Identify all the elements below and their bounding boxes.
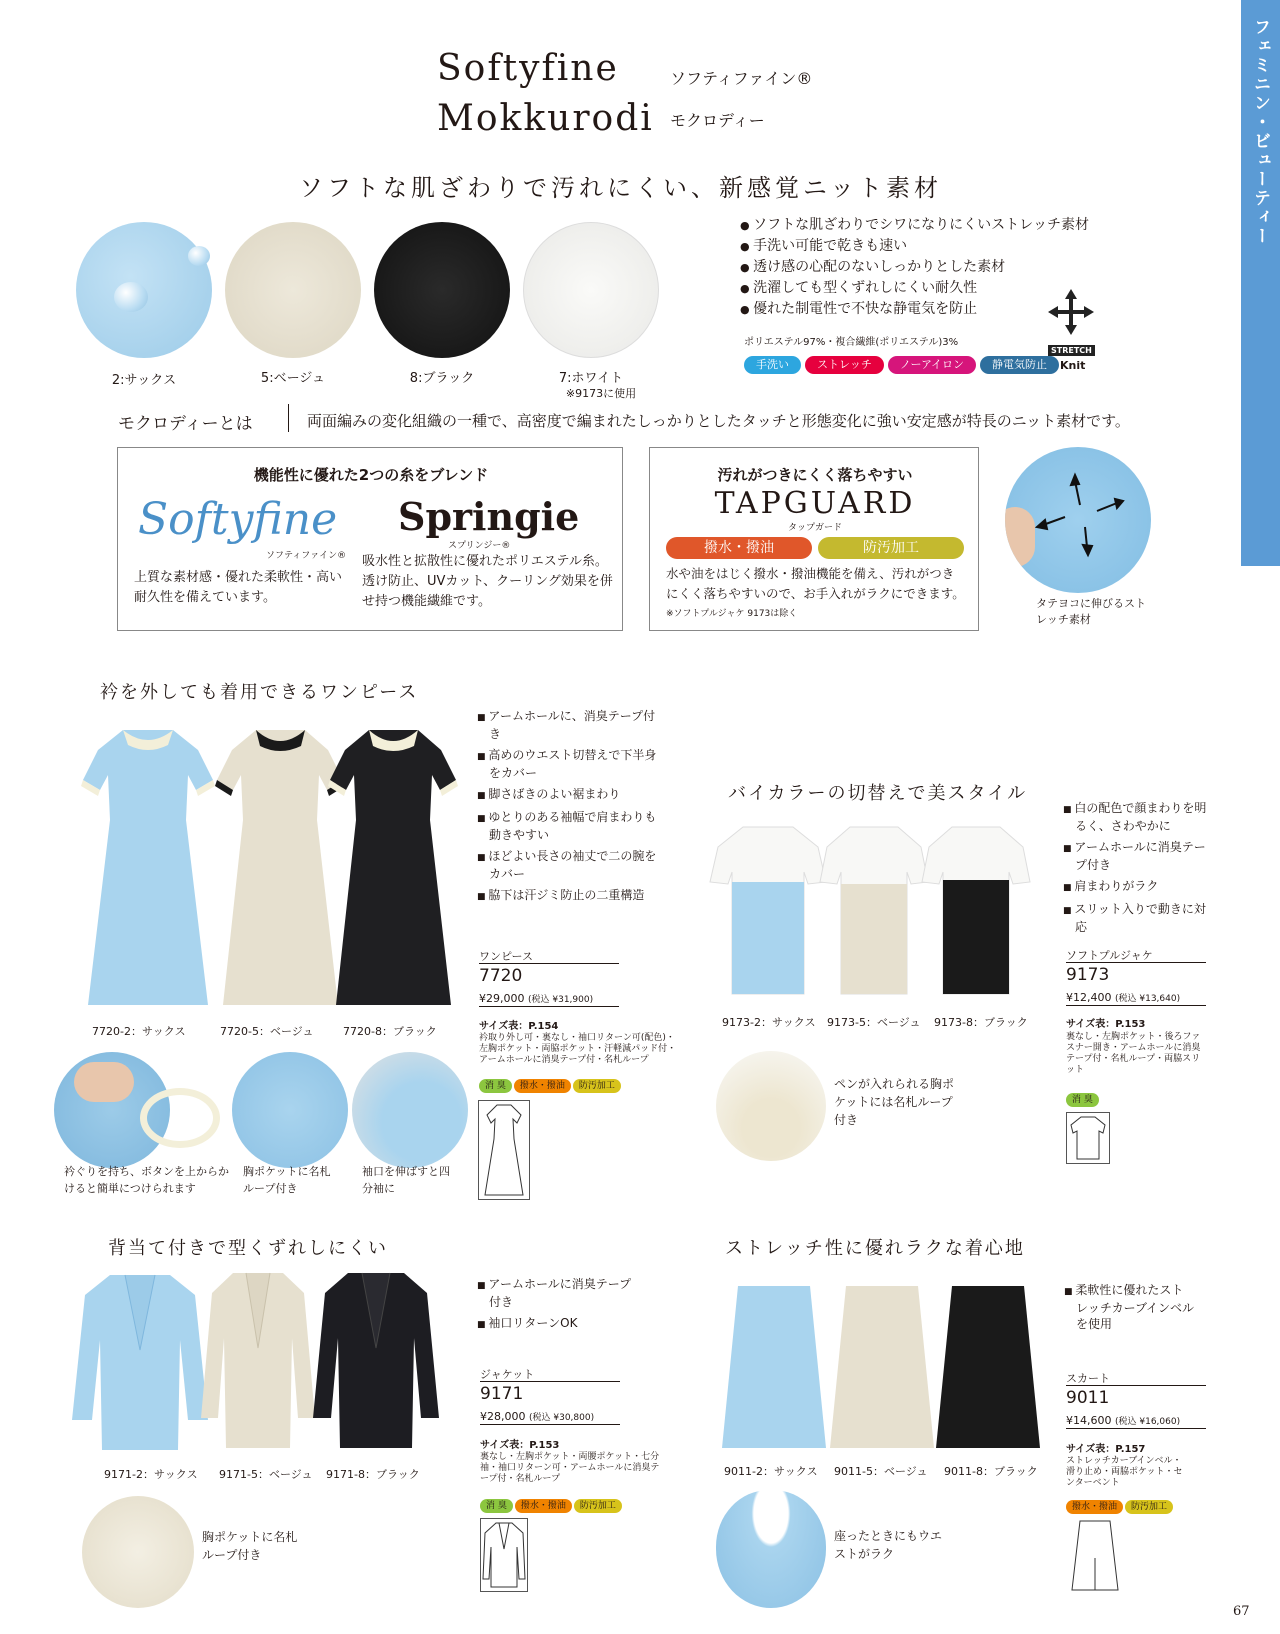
jacket-category: ジャケット [480, 1368, 535, 1381]
color-label: 9171-2：サックス [104, 1468, 198, 1481]
price-tax: (税込 ¥31,900) [528, 995, 594, 1005]
jacket-sketch [480, 1518, 528, 1592]
feature-item: ● 優れた制電性で不快な静電気を防止 [740, 299, 1100, 320]
definition-text: 両面編みの変化組織の一種で、高密度で編まれたしっかりとしたタッチと形態変化に強い安定感が特長のニット素材です。 [307, 412, 1130, 430]
price: ¥29,000 [479, 992, 525, 1005]
color-label: 9171-8：ブラック [326, 1468, 420, 1481]
color-label: 7720-2：サックス [92, 1025, 186, 1038]
skirt-number: 9011 [1066, 1385, 1206, 1408]
stretch-arrows-icon [1046, 287, 1096, 337]
price: ¥14,600 [1066, 1414, 1112, 1427]
color-label: 9173-8：ブラック [934, 1016, 1028, 1029]
bullet-item: ■ スリット入りで動きに対応 [1063, 901, 1213, 935]
onepiece-bullets [477, 708, 657, 910]
skirt-black [934, 1282, 1042, 1452]
bicolor-spec: 裏なし・左胸ポケット・後ろファスナー開き・アームホールに消臭テープ付・名札ループ・両脇スリット [1066, 1032, 1201, 1075]
bicolor-tags [1066, 1087, 1101, 1107]
jacket-price [480, 1410, 594, 1423]
bicolor-bullets [1063, 800, 1213, 940]
stretch-badge: STRETCH [1048, 345, 1095, 356]
bullet-item: ■ 脚さばきのよい裾まわり [477, 786, 657, 804]
feature-item: ● ソフトな肌ざわりでシワになりにくいストレッチ素材 [740, 215, 1100, 236]
swatch-white [523, 222, 659, 358]
price-tax: (税込 ¥13,640) [1115, 994, 1181, 1004]
hand-shape [74, 1062, 134, 1102]
skirt-title: ストレッチ性に優れラクな着心地 [725, 1238, 1025, 1259]
skirt-sax [720, 1282, 828, 1452]
color-label: 9173-2：サックス [722, 1016, 816, 1029]
springie-ja: スプリンジー® [448, 541, 511, 551]
definition-head: モクロディーとは [118, 414, 253, 434]
jacket-black [310, 1268, 442, 1453]
divider [479, 1006, 619, 1007]
swatch-sax [76, 222, 212, 358]
price-tax: (税込 ¥16,060) [1115, 1417, 1181, 1427]
color-label: 7720-5：ベージュ [220, 1025, 314, 1038]
detail-pen-pocket-photo [716, 1051, 826, 1161]
divider [288, 404, 289, 432]
swatch-white-note: ※9173に使用 [565, 387, 637, 400]
tapguard-note: ※ソフトプルジャケ 9173は除く [666, 609, 798, 619]
bicolor-category: ソフトプルジャケ [1066, 949, 1153, 962]
swatch-label-sax: 2:サックス [111, 373, 177, 388]
water-drop-icon [114, 282, 148, 312]
bullet-item: ■ アームホールに消臭テープ付き [1063, 839, 1213, 873]
side-tab-label: フェミニン・ビューティー [1250, 18, 1270, 246]
color-label: 9011-8：ブラック [944, 1465, 1038, 1478]
color-label: 9011-2：サックス [724, 1465, 818, 1478]
jacket-beige [198, 1268, 318, 1453]
bullet-item: ■ 白の配色で顔まわりを明るく、さわやかに [1063, 800, 1213, 834]
stretch-badge-sub: Knit [1060, 359, 1086, 372]
bicolor-price [1066, 991, 1180, 1004]
bicolor-sketch [1066, 1112, 1110, 1164]
top-black [920, 822, 1032, 997]
swatch-label-beige: 5:ベージュ [260, 371, 326, 386]
composition: ポリエステル97%・複合繊維(ポリエステル)3% [744, 337, 959, 348]
color-label: 9173-5：ベージュ [827, 1016, 921, 1029]
feature-item: ● 手洗い可能で乾きも速い [740, 236, 1100, 257]
jacket-tags [480, 1493, 624, 1513]
price-tax: (税込 ¥30,800) [529, 1413, 595, 1423]
detail-sleeve-photo [352, 1052, 468, 1168]
bicolor-title: バイカラーの切替えで美スタイル [728, 783, 1028, 804]
onepiece-category: ワンピース [479, 950, 534, 963]
onepiece-size: サイズ表：P.154 [479, 1021, 559, 1032]
tag-deodorant: 消 臭 [1066, 1093, 1099, 1107]
divider [1066, 1005, 1206, 1006]
pill-water-oil-repellent: 撥水・撥油 [666, 537, 812, 559]
swatch-label-black: 8:ブラック [409, 371, 475, 386]
onepiece-sketch [478, 1100, 530, 1200]
skirt-bullets [1064, 1282, 1194, 1337]
tapguard-text: 水や油をはじく撥水・撥油機能を備え、汚れがつきにくく落ちやすいので、お手入れがラクにできます。 [666, 566, 965, 601]
pill-antifouling: 防汚加工 [818, 537, 964, 559]
stretch-circle-caption: タテヨコに伸びるストレッチ素材 [1036, 597, 1146, 626]
bullet-item: ■ ほどよい長さの袖丈で二の腕をカバー [477, 848, 657, 882]
bicolor-number: 9173 [1066, 962, 1206, 985]
skirt-price [1066, 1414, 1180, 1427]
jacket-title: 背当て付きで型くずれしにくい [108, 1238, 388, 1259]
swatch-beige [225, 222, 361, 358]
skirt-spec: ストレッチカーブインベル・滑り止め・両脇ポケット・センターベント [1066, 1456, 1183, 1488]
tapguard-title: 汚れがつきにくく落ちやすい [717, 466, 913, 484]
brand-name-1: Softyfine [437, 48, 619, 89]
water-drop-icon [188, 246, 210, 266]
tag-repellent: 撥水・撥油 [515, 1499, 572, 1513]
onepiece-spec: 衿取り外し可・裏なし・袖口リターン可(配色)・左胸ポケット・両脇ポケット・汗軽減パッド付・アームホールに消臭テープ付・名札ループ [479, 1033, 677, 1065]
price: ¥28,000 [480, 1410, 526, 1423]
softyfine-ja: ソフティファイン® [266, 551, 347, 561]
stretch-direction-arrows-icon [1005, 447, 1151, 593]
softyfine-logo: Softyfine [138, 494, 338, 545]
tag-handwash: 手洗い [744, 356, 801, 374]
dress-sax [78, 720, 218, 1010]
detail-caption-collar: 衿ぐりを持ち、ボタンを上からかけると簡単につけられます [64, 1165, 229, 1195]
jacket-number: 9171 [480, 1381, 620, 1404]
color-label: 9171-5：ベージュ [219, 1468, 313, 1481]
tag-repellent: 撥水・撥油 [1066, 1500, 1123, 1514]
detail-waist-photo [716, 1490, 826, 1608]
price: ¥12,400 [1066, 991, 1112, 1004]
bullet-item: ■ アームホールに消臭テープ付き [477, 1276, 637, 1310]
skirt-size: サイズ表：P.157 [1066, 1444, 1146, 1455]
onepiece-tags [479, 1073, 623, 1093]
skirt-beige [828, 1282, 936, 1452]
skirt-detail-caption: 座ったときにもウエストがラク [834, 1529, 943, 1561]
springie-logo: Springie [398, 494, 580, 539]
tag-deodorant: 消 臭 [480, 1499, 513, 1513]
tag-noiron: ノーアイロン [888, 356, 976, 374]
bullet-item: ■ 袖口リターンOK [477, 1315, 637, 1333]
detached-collar-photo [140, 1088, 220, 1148]
jacket-sax [70, 1270, 210, 1455]
bullet-item: ■ 肩まわりがラク [1063, 878, 1213, 896]
detail-caption-pocket: 胸ポケットに名札ループ付き [243, 1165, 331, 1195]
bullet-item: ■ 脇下は汗ジミ防止の二重構造 [477, 887, 657, 905]
swatch-label-white: 7:ホワイト [558, 371, 624, 386]
onepiece-price [479, 992, 593, 1005]
jacket-detail-caption: 胸ポケットに名札ループ付き [202, 1530, 298, 1562]
top-beige [818, 822, 930, 997]
bullet-item: ■ ゆとりのある袖幅で肩まわりも動きやすい [477, 809, 657, 843]
feature-tags [744, 353, 1084, 374]
page-number: 67 [1233, 1604, 1250, 1619]
feature-item: ● 透け感の心配のないしっかりとした素材 [740, 257, 1100, 278]
bicolor-size: サイズ表：P.153 [1066, 1019, 1146, 1030]
bullet-item: ■ 柔軟性に優れたストレッチカーブインベルを使用 [1064, 1282, 1194, 1332]
tag-antistatic: 静電気防止 [980, 356, 1059, 374]
detail-pocket-photo [232, 1052, 348, 1168]
tag-deodorant: 消 臭 [479, 1079, 512, 1093]
tapguard-logo: TAPGUARD [714, 486, 916, 521]
skirt-category: スカート [1066, 1372, 1110, 1385]
feature-item: ● 洗濯しても型くずれしにくい耐久性 [740, 278, 1100, 299]
tag-antifouling: 防汚加工 [1125, 1500, 1173, 1514]
stretch-fabric-photo [1005, 447, 1151, 593]
skirt-tags [1066, 1494, 1175, 1514]
detail-caption-sleeve: 袖口を伸ばすと四分袖に [362, 1165, 450, 1195]
onepiece-title: 衿を外しても着用できるワンピース [100, 682, 419, 703]
swatch-black [374, 222, 510, 358]
bullet-item: ■ アームホールに、消臭テープ付き [477, 708, 657, 742]
jacket-spec: 裏なし・左胸ポケット・両腰ポケット・七分袖・袖口リターン可・アームホールに消臭テープ付・名札ループ [480, 1452, 660, 1484]
tag-antifouling: 防汚加工 [573, 1079, 621, 1093]
divider [480, 1424, 620, 1425]
color-label: 9011-5：ベージュ [834, 1465, 928, 1478]
brand-ja-2: モクロディー [670, 111, 765, 130]
top-sax [708, 822, 828, 997]
jacket-bullets [477, 1276, 637, 1338]
bicolor-detail-caption: ペンが入れられる胸ポケットには名札ループ付き [834, 1077, 955, 1127]
blend-box [117, 447, 623, 631]
tag-antifouling: 防汚加工 [574, 1499, 622, 1513]
tapguard-box [649, 447, 979, 631]
skirt-sketch [1070, 1518, 1120, 1592]
catch-copy: ソフトな肌ざわりで汚れにくい、新感覚ニット素材 [298, 174, 943, 202]
bullet-item: ■ 高めのウエスト切替えで下半身をカバー [477, 747, 657, 781]
brand-name-2: Mokkurodi [437, 98, 654, 139]
springie-text: 吸水性と拡散性に優れたポリエステル糸。透け防止、UVカット、クーリング効果を併せ持つ機能繊維です。 [362, 554, 613, 609]
side-category-tab [1241, 0, 1280, 566]
tag-repellent: 撥水・撥油 [514, 1079, 571, 1093]
softyfine-text: 上質な素材感・優れた柔軟性・高い耐久性を備えています。 [134, 570, 343, 605]
onepiece-number: 7720 [479, 963, 619, 986]
jacket-size: サイズ表：P.153 [480, 1440, 560, 1451]
tapguard-ja: タップガード [788, 523, 842, 533]
tag-stretch: ストレッチ [805, 356, 884, 374]
dress-black [326, 720, 461, 1010]
blend-box-title: 機能性に優れた2つの糸をブレンド [253, 466, 489, 484]
divider [1066, 1428, 1206, 1429]
color-label: 7720-8：ブラック [343, 1025, 437, 1038]
detail-jacket-pocket-photo [82, 1496, 194, 1608]
brand-ja-1: ソフティファイン® [670, 69, 813, 88]
